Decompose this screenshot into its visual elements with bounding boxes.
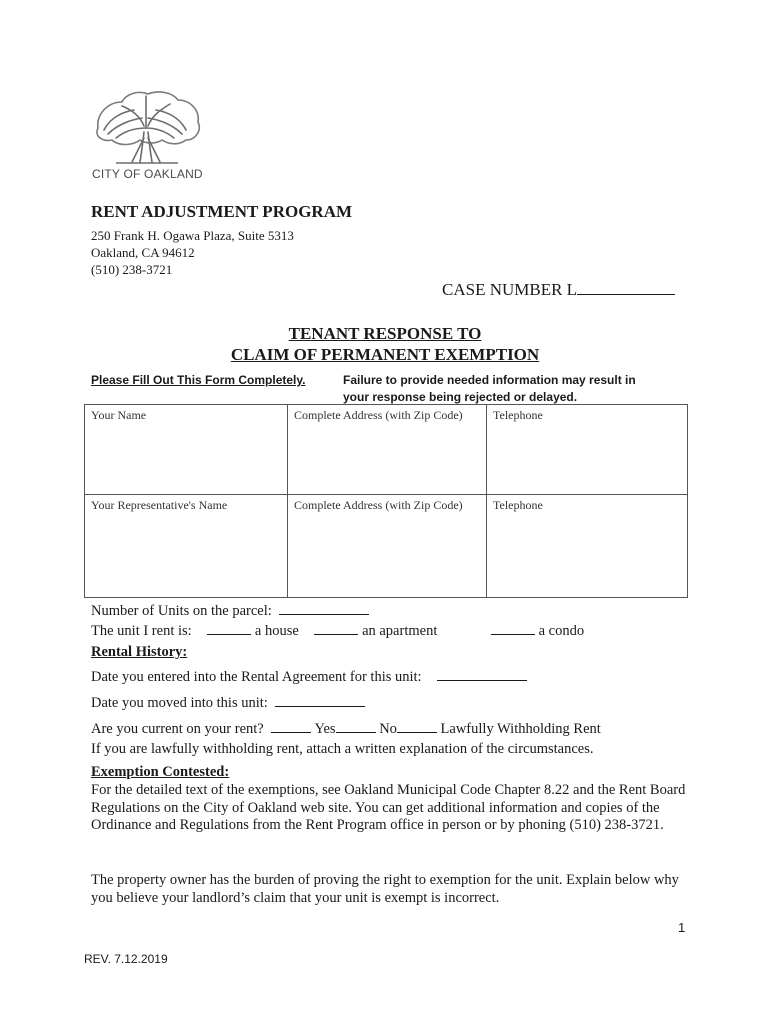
house-checkbox-blank[interactable] — [207, 621, 251, 635]
date-entered-row — [91, 667, 527, 686]
units-label: Number of Units on the parcel: — [91, 603, 272, 619]
page-number: 1 — [678, 920, 686, 935]
your-name-label: Your Name — [91, 408, 147, 422]
fill-out-instruction: Please Fill Out This Form Completely. — [91, 373, 306, 387]
case-number — [442, 278, 675, 300]
condo-option-label: a condo — [538, 623, 585, 639]
apartment-option-label: an apartment — [362, 623, 438, 639]
no-label: No — [379, 721, 397, 737]
date-moved-row — [91, 693, 365, 712]
representative-name-label: Your Representative's Name — [91, 498, 228, 512]
your-telephone-field[interactable] — [487, 405, 688, 495]
warning-line-2: your response being rejected or delayed. — [343, 390, 578, 404]
house-option-label: a house — [254, 623, 299, 639]
case-number-label: CASE NUMBER L — [442, 280, 578, 299]
representative-telephone-field[interactable] — [487, 495, 688, 598]
your-name-field[interactable] — [85, 405, 288, 495]
your-address-label: Complete Address (with Zip Code) — [294, 408, 463, 422]
current-rent-label: Are you current on your rent? — [91, 721, 264, 737]
contact-info-table — [84, 404, 688, 598]
your-telephone-label: Telephone — [493, 408, 543, 422]
date-entered-field[interactable] — [437, 667, 527, 681]
burden-of-proof-paragraph: The property owner has the burden of proving the right to exemption for the unit. Explain below why you believe your landlord’s claim that your unit is exempt is incorrect. — [91, 872, 679, 906]
table-row — [85, 495, 688, 598]
current-rent-row — [91, 719, 601, 738]
date-moved-field[interactable] — [275, 693, 365, 707]
case-number-field[interactable] — [577, 278, 675, 295]
representative-telephone-label: Telephone — [493, 498, 543, 512]
condo-option — [491, 621, 584, 640]
units-field[interactable] — [279, 601, 369, 615]
city-of-oakland-oak-tree-logo — [86, 88, 206, 166]
address-line-2: Oakland, CA 94612 — [91, 245, 195, 260]
your-address-field[interactable] — [288, 405, 487, 495]
yes-blank[interactable] — [271, 719, 311, 733]
withholding-blank[interactable] — [397, 719, 437, 733]
table-row — [85, 405, 688, 495]
yes-label: Yes — [314, 721, 336, 737]
units-row — [91, 601, 369, 620]
rental-history-heading: Rental History: — [91, 644, 188, 660]
date-entered-label: Date you entered into the Rental Agreement for this unit: — [91, 669, 422, 685]
phone-number: (510) 238-3721 — [91, 262, 173, 277]
exemption-contested-heading: Exemption Contested: — [91, 764, 230, 780]
unit-type-row — [91, 621, 437, 640]
no-blank[interactable] — [336, 719, 376, 733]
program-name: RENT ADJUSTMENT PROGRAM — [91, 202, 353, 221]
withholding-note: If you are lawfully withholding rent, attach a written explanation of the circumstances. — [91, 741, 594, 757]
form-title-line-2: CLAIM OF PERMANENT EXEMPTION — [230, 345, 540, 364]
representative-address-label: Complete Address (with Zip Code) — [294, 498, 463, 512]
exemption-info-paragraph: For the detailed text of the exemptions, see Oakland Municipal Code Chapter 8.22 and the Rent Board Regulations on the City of Oakland web site. You can get additional information and copies of the Ordinance and Regulations from the Rent Program office in person or by phoning (510) 238-3721. — [91, 782, 686, 833]
condo-checkbox-blank[interactable] — [491, 621, 535, 635]
logo-text: CITY OF OAKLAND — [92, 167, 203, 181]
apartment-checkbox-blank[interactable] — [314, 621, 358, 635]
form-title-line-1: TENANT RESPONSE TO — [288, 324, 482, 343]
revision-date: REV. 7.12.2019 — [84, 952, 168, 966]
withholding-label: Lawfully Withholding Rent — [440, 721, 601, 737]
date-moved-label: Date you moved into this unit: — [91, 695, 268, 711]
representative-address-field[interactable] — [288, 495, 487, 598]
warning-line-1: Failure to provide needed information may result in — [343, 373, 636, 387]
unit-type-label: The unit I rent is: — [91, 623, 192, 639]
address-line-1: 250 Frank H. Ogawa Plaza, Suite 5313 — [91, 228, 294, 243]
representative-name-field[interactable] — [85, 495, 288, 598]
